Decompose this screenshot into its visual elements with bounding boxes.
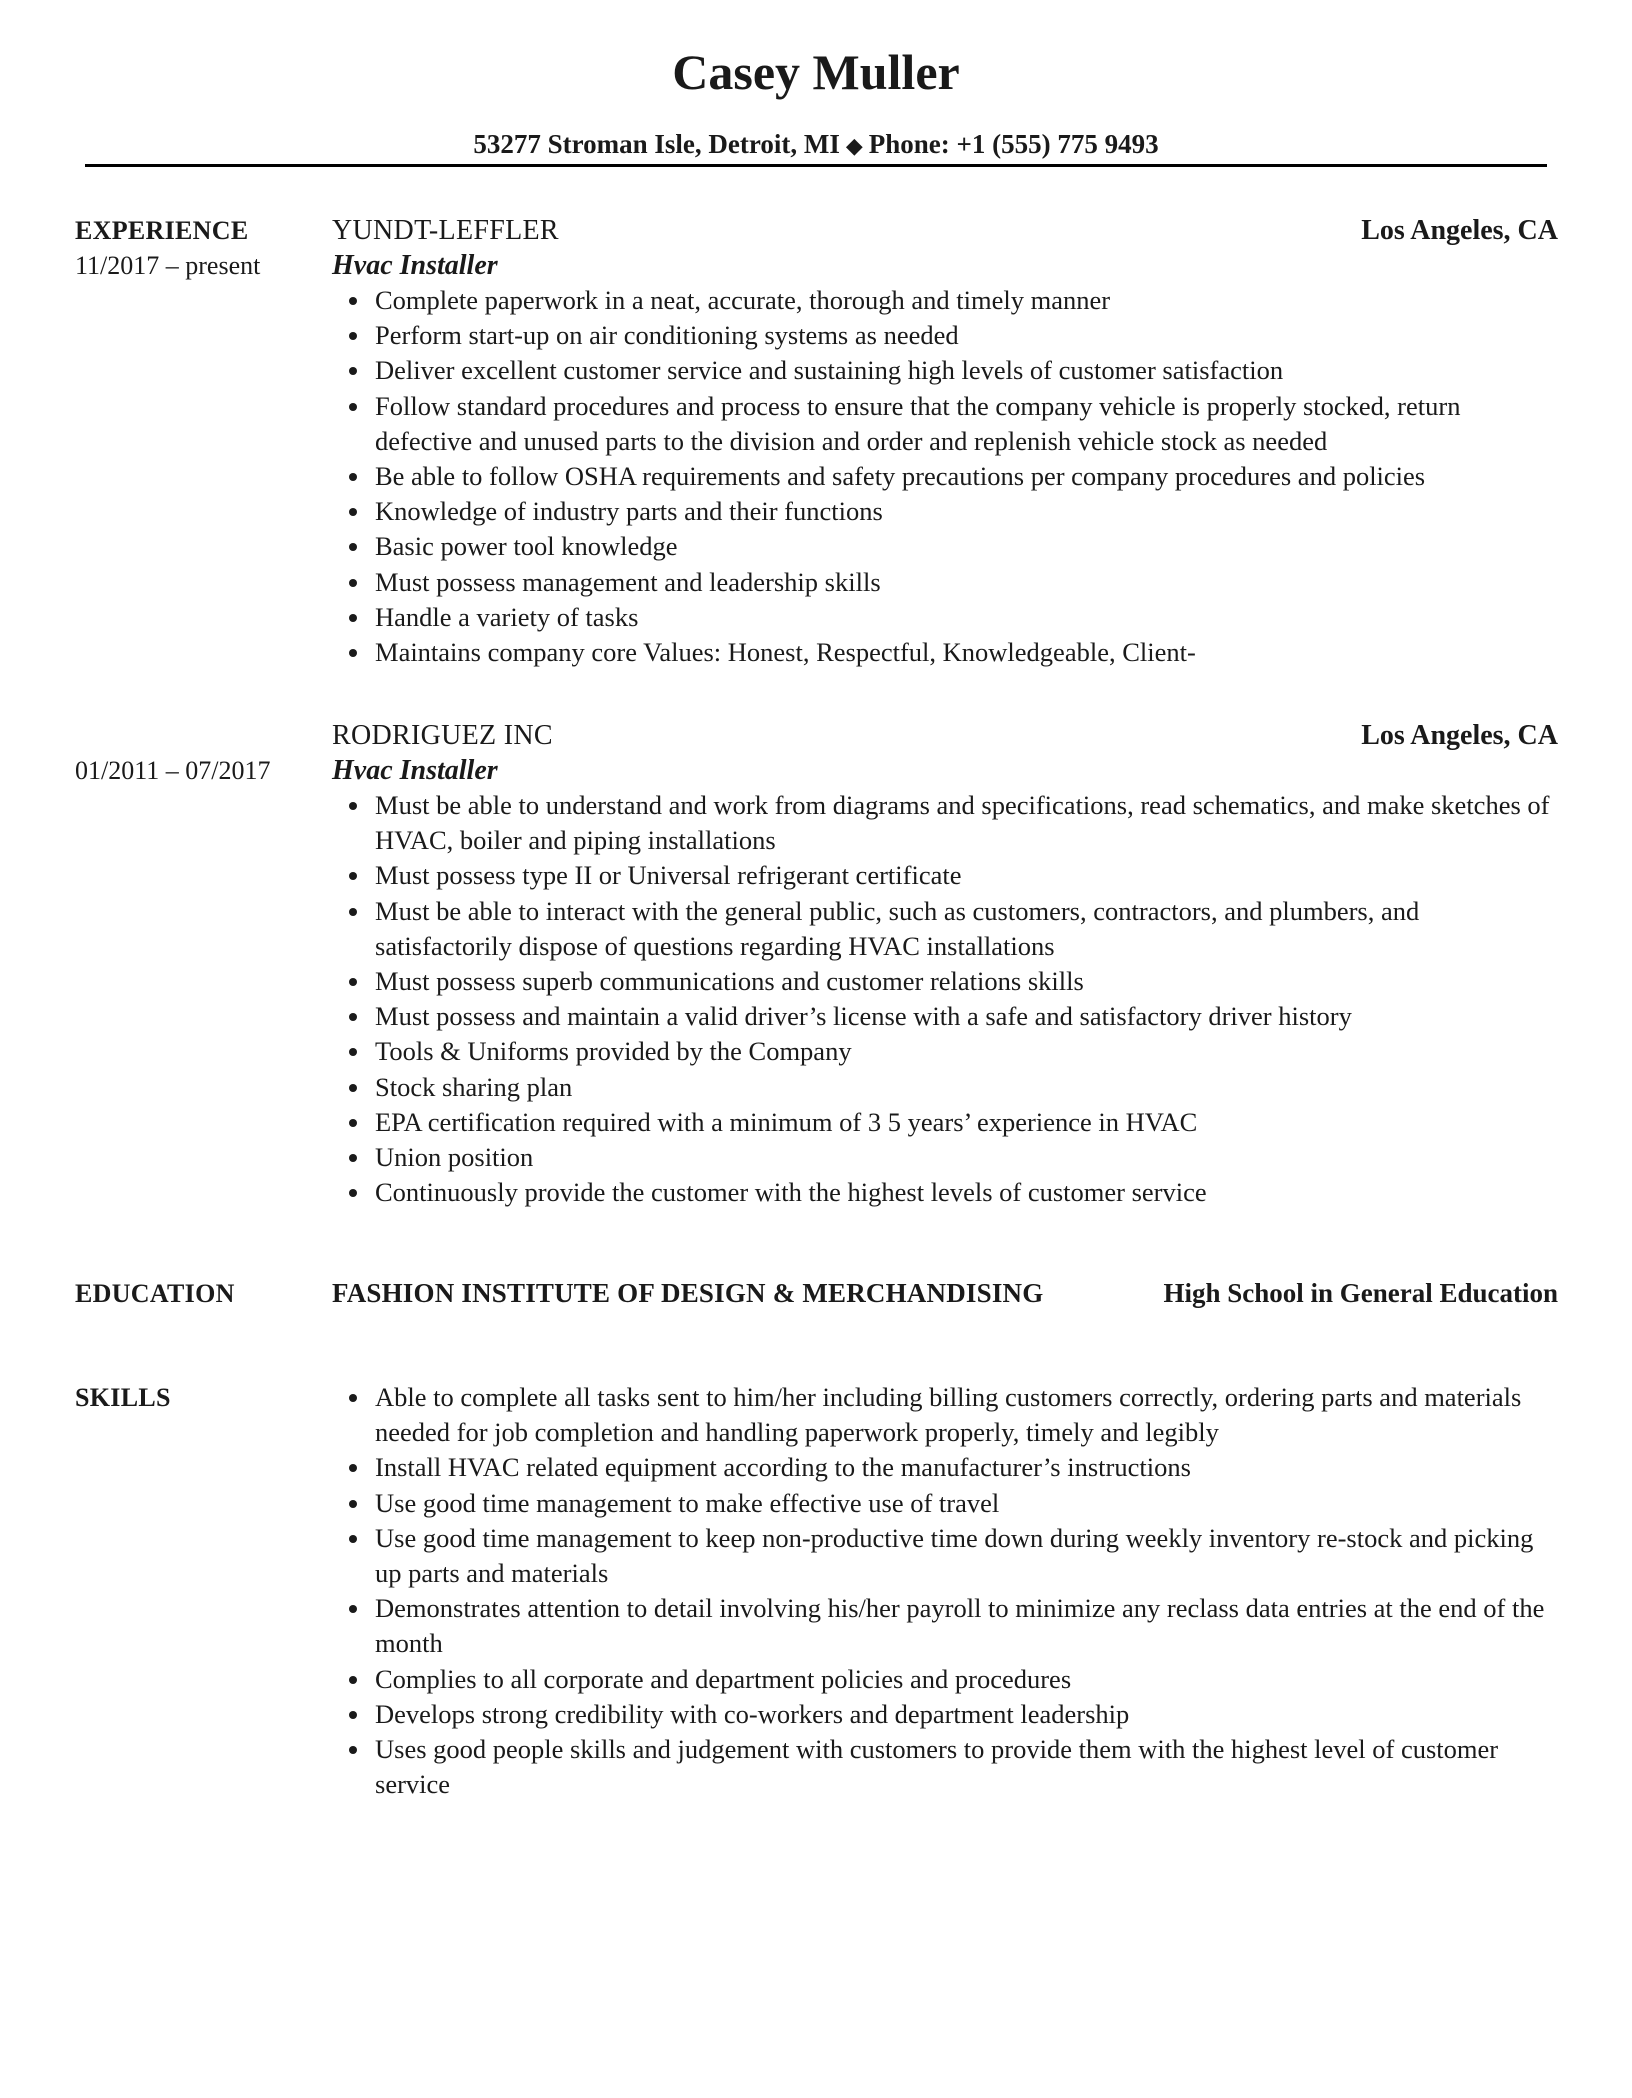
list-item: Be able to follow OSHA requirements and safety precautions per company procedures and policies [332,459,1558,494]
list-item: Complete paperwork in a neat, accurate, thorough and timely manner [332,283,1558,318]
education-entry [332,1276,1558,1311]
list-item: Use good time management to keep non-productive time down during weekly inventory re-stock and picking up parts and materials [332,1521,1558,1591]
list-item: Develops strong credibility with co-workers and department leadership [332,1697,1558,1732]
list-item: Maintains company core Values: Honest, Respectful, Knowledgeable, Client- [332,635,1558,670]
job-2-header [332,718,1558,753]
job-2 [332,718,1558,1210]
skills-section-label: SKILLS [75,1383,171,1412]
list-item: Install HVAC related equipment according to the manufacturer’s instructions [332,1450,1558,1485]
list-item: Must possess management and leadership skills [332,565,1558,600]
list-item: Tools & Uniforms provided by the Company [332,1034,1558,1069]
list-item: Demonstrates attention to detail involving his/her payroll to minimize any reclass data entries at the end of the month [332,1591,1558,1661]
job-1 [332,213,1558,670]
diamond-separator-icon: ◆ [845,133,863,158]
list-item: Must be able to understand and work from diagrams and specifications, read schematics, and make sketches of HVAC, boiler and piping installations [332,788,1558,858]
list-item: Must possess type II or Universal refrigerant certificate [332,858,1558,893]
job-2-location: Los Angeles, CA [1361,720,1558,751]
list-item: Deliver excellent customer service and sustaining high levels of customer satisfaction [332,353,1558,388]
skills-bullets [332,1380,1558,1802]
list-item: Stock sharing plan [332,1070,1558,1105]
job-2-bullets [332,788,1558,1210]
education-section-label: EDUCATION [75,1279,235,1308]
candidate-name: Casey Muller [672,44,960,100]
list-item: Basic power tool knowledge [332,529,1558,564]
degree-name: High School in General Education [1163,1278,1558,1308]
list-item: Must be able to interact with the general public, such as customers, contractors, and plumbers, and satisfactorily dispose of questions regarding HVAC installations [332,894,1558,964]
list-item: Follow standard procedures and process to ensure that the company vehicle is properly stocked, return defective and unused parts to the division and order and replenish vehicle stock as needed [332,389,1558,459]
job-1-company: YUNDT-LEFFLER [332,215,559,246]
contact-line [0,126,1632,164]
list-item: Use good time management to make effective use of travel [332,1486,1558,1521]
skills-list-container [332,1380,1558,1802]
list-item: Uses good people skills and judgement with customers to provide them with the highest level of customer service [332,1732,1558,1802]
job-2-title: Hvac Installer [332,755,498,786]
job-1-header [332,213,1558,248]
job-1-location: Los Angeles, CA [1361,215,1558,246]
list-item: Perform start-up on air conditioning systems as needed [332,318,1558,353]
job-1-title: Hvac Installer [332,250,498,281]
job-2-dates: 01/2011 – 07/2017 [75,756,271,785]
experience-section-label: EXPERIENCE [75,216,249,245]
list-item: Able to complete all tasks sent to him/her including billing customers correctly, ordering parts and materials needed for job completion and handling paperwork properly, timely and legibly [332,1380,1558,1450]
school-name: FASHION INSTITUTE OF DESIGN & MERCHANDISING [332,1278,1044,1308]
job-2-company: RODRIGUEZ INC [332,720,553,751]
list-item: Must possess superb communications and customer relations skills [332,964,1558,999]
list-item: Union position [332,1140,1558,1175]
job-1-bullets [332,283,1558,670]
list-item: Handle a variety of tasks [332,600,1558,635]
list-item: Continuously provide the customer with the highest levels of customer service [332,1175,1558,1210]
list-item: Complies to all corporate and department policies and procedures [332,1662,1558,1697]
phone-text: Phone: +1 (555) 775 9493 [868,129,1159,159]
job-1-dates: 11/2017 – present [75,251,261,280]
address-text: 53277 Stroman Isle, Detroit, MI [473,129,840,159]
header-divider [85,164,1547,167]
list-item: Must possess and maintain a valid driver’s license with a safe and satisfactory driver history [332,999,1558,1034]
list-item: Knowledge of industry parts and their functions [332,494,1558,529]
list-item: EPA certification required with a minimum of 3 5 years’ experience in HVAC [332,1105,1558,1140]
